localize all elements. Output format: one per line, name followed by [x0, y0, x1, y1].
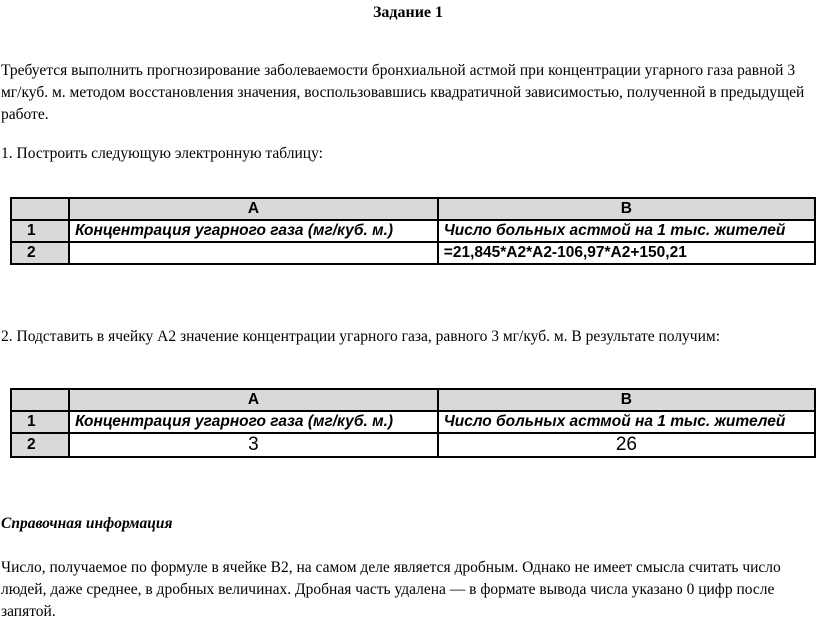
- table-row: [11, 220, 815, 242]
- page-title: Задание 1: [372, 4, 444, 21]
- step-2-text: 2. Подставить в ячейку А2 значение концентрации угарного газа, равного 3 мг/куб. м. В результате получим:: [1, 328, 721, 345]
- cell-b1[interactable]: Число больных астмой на 1 тыс. жителей: [438, 411, 815, 433]
- header-row: [11, 198, 815, 220]
- cell-a1[interactable]: Концентрация угарного газа (мг/куб. м.): [69, 220, 438, 242]
- column-header-a[interactable]: A: [69, 198, 438, 220]
- cell-a2-value[interactable]: 3: [69, 433, 438, 457]
- table-row: [11, 433, 815, 457]
- row-header-2[interactable]: 2: [11, 433, 69, 457]
- reference-text: Число, получаемое по формуле в ячейке B2, на самом деле является дробным. Однако не имеет смысла считать число людей, даже среднее, в дробных величинах. Дробная часть удалена — в формате вывода числа указано 0 цифр после запятой.: [1, 559, 781, 620]
- step-1-text: 1. Построить следующую электронную таблицу:: [1, 145, 323, 162]
- spreadsheet-table-1: [10, 197, 816, 265]
- table-row: [11, 411, 815, 433]
- corner-cell: [11, 198, 69, 220]
- cell-a1[interactable]: Концентрация угарного газа (мг/куб. м.): [69, 411, 438, 433]
- corner-cell: [11, 389, 69, 411]
- cell-b1[interactable]: Число больных астмой на 1 тыс. жителей: [438, 220, 815, 242]
- cell-b2-formula[interactable]: =21,845*A2*A2-106,97*A2+150,21: [438, 242, 815, 264]
- header-row: [11, 389, 815, 411]
- cell-b2-value[interactable]: 26: [438, 433, 815, 457]
- task-intro: Требуется выполнить прогнозирование заболеваемости бронхиальной астмой при концентрации угарного газа равной 3 мг/куб. м. методом восстановления значения, воспользовавшись квадратичной зависимостью, полученной в предыдущей работе.: [1, 62, 805, 123]
- column-header-b[interactable]: B: [438, 198, 815, 220]
- cell-a2[interactable]: [69, 242, 438, 264]
- row-header-1[interactable]: 1: [11, 220, 69, 242]
- table-row: [11, 242, 815, 264]
- spreadsheet-table-2: [10, 388, 816, 458]
- reference-heading: Справочная информация: [1, 515, 173, 532]
- column-header-b[interactable]: B: [438, 389, 815, 411]
- row-header-1[interactable]: 1: [11, 411, 69, 433]
- column-header-a[interactable]: A: [69, 389, 438, 411]
- row-header-2[interactable]: 2: [11, 242, 69, 264]
